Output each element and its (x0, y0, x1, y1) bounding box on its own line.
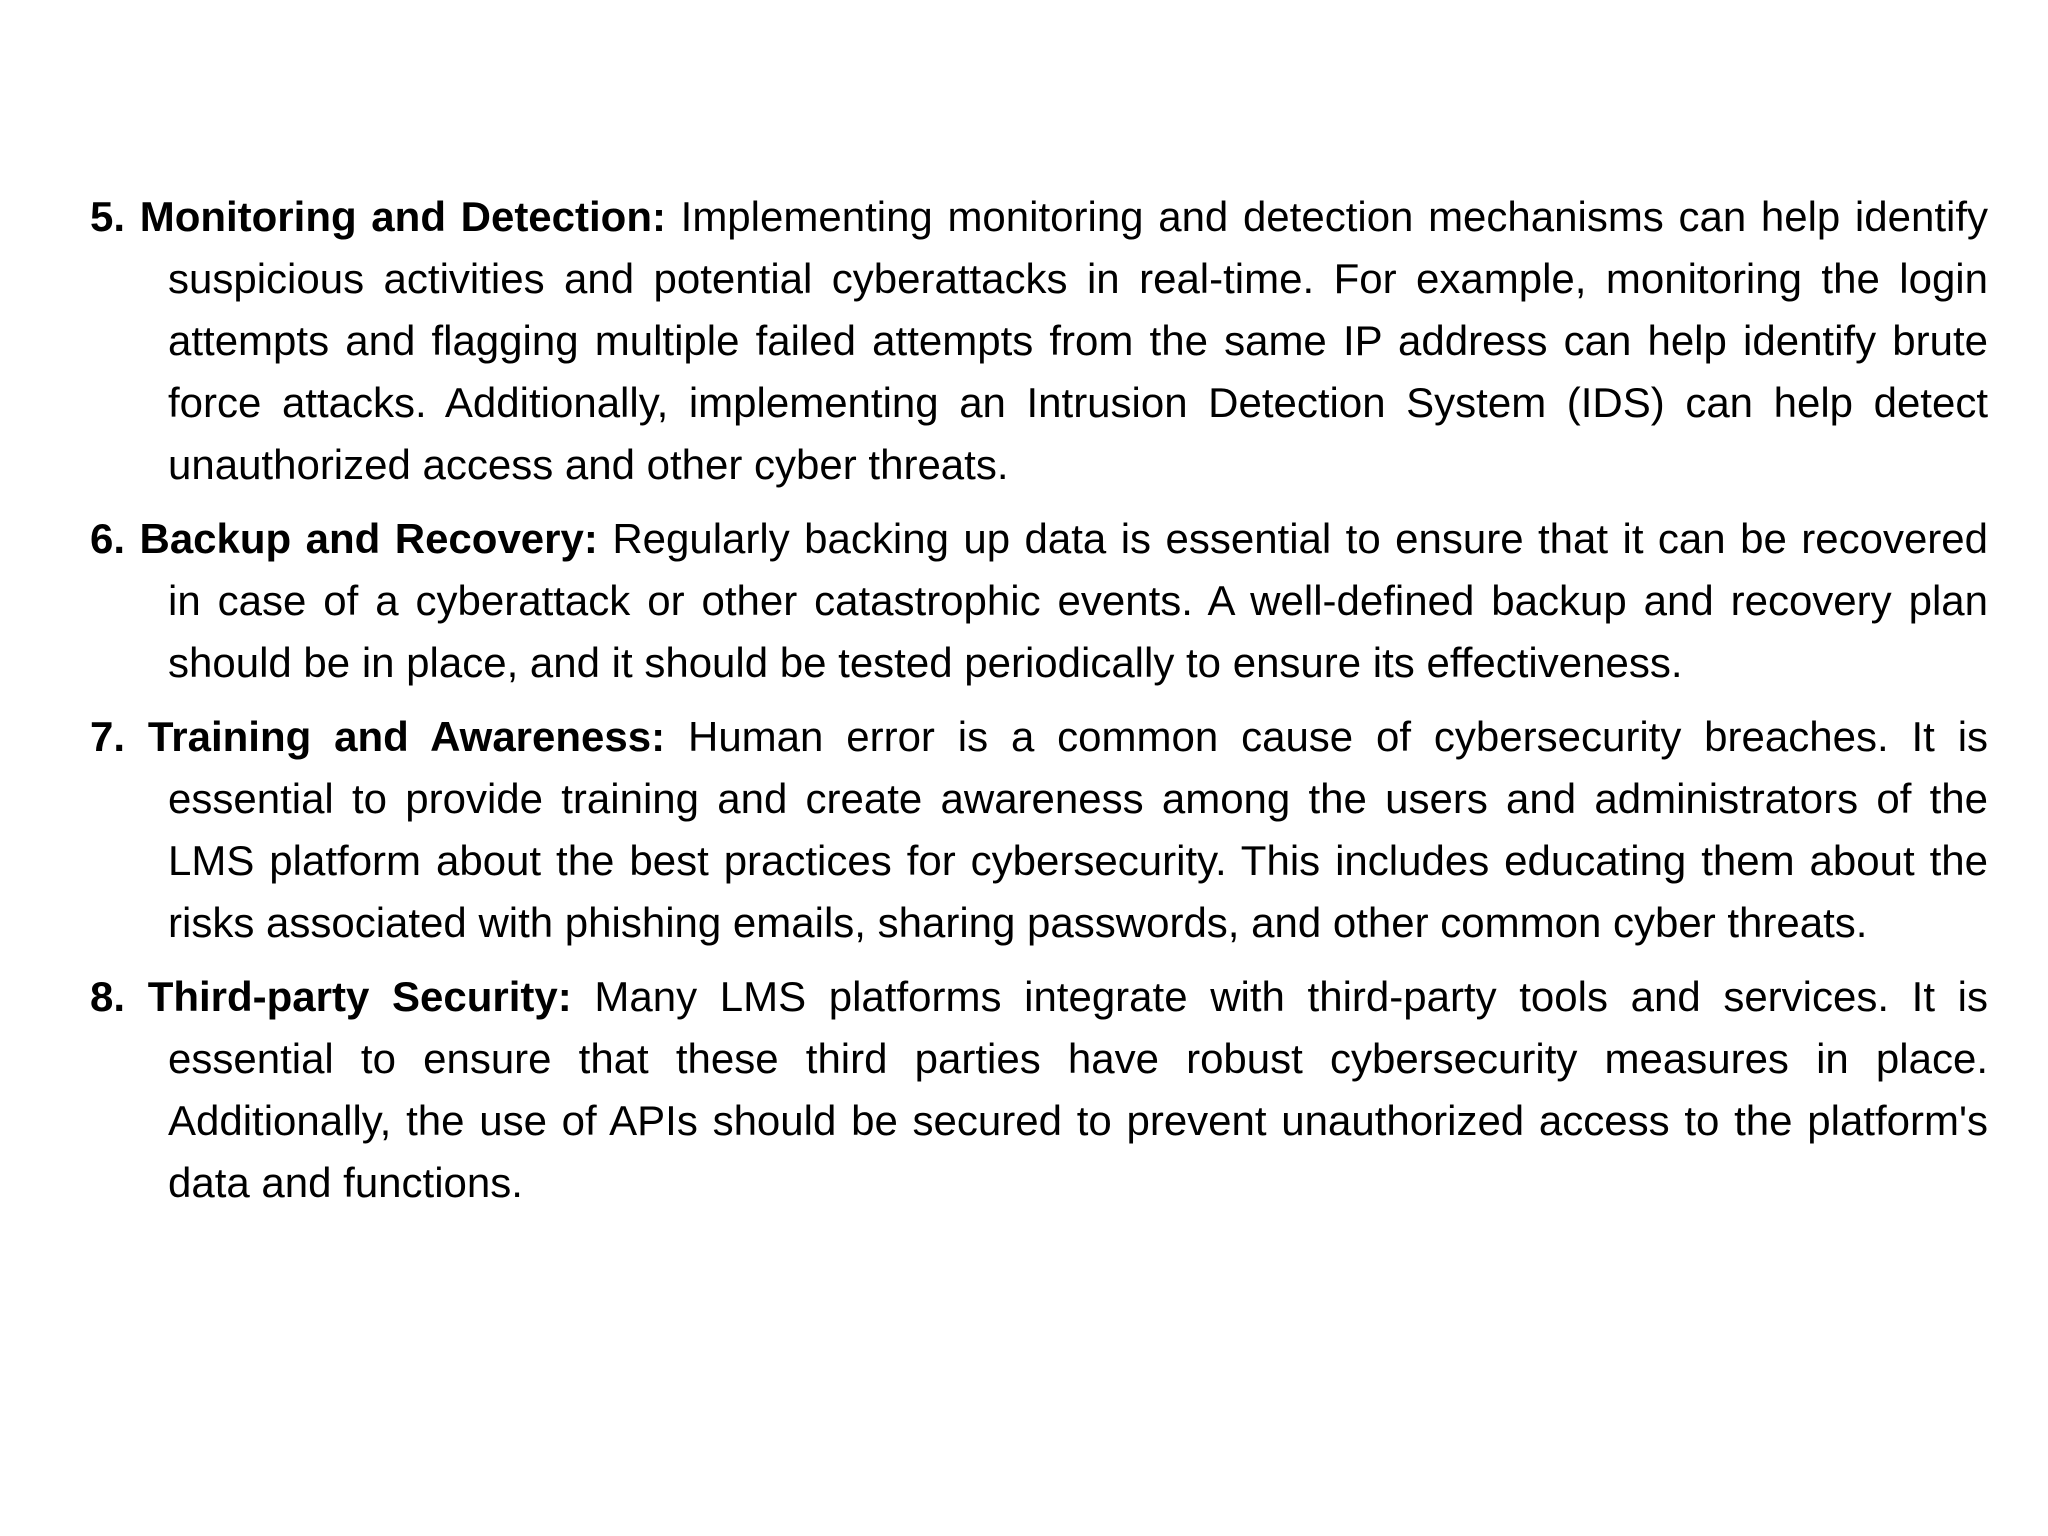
item-title: Backup and Recovery: (139, 515, 598, 562)
item-number: 5. (90, 193, 126, 240)
item-title: Training and Awareness: (147, 713, 666, 760)
item-text: Human error is a common cause of cybersecurity breaches. It is essential to provide training and create awareness among the users and administrators of the LMS platform about the best practices for cybersecurity. This includes educating them about the risks associated with phishing emails, sharing passwords, and other common cyber threats. (168, 713, 1989, 946)
item-number: 7. (90, 713, 126, 760)
slide-content (90, 186, 1988, 1226)
item-text: Many LMS platforms integrate with third-party tools and services. It is essential to ensure that these third parties have robust cybersecurity measures in place. Additionally, the use of APIs should be secured to prevent unauthorized access to the platform's data and functions. (168, 973, 1988, 1206)
item-heading (90, 713, 665, 760)
item-heading (90, 515, 598, 562)
list-item-monitoring-detection (90, 186, 1988, 496)
item-heading (90, 973, 572, 1020)
item-heading (90, 193, 666, 240)
list-item-backup-recovery (90, 508, 1988, 694)
item-title: Monitoring and Detection: (139, 193, 666, 240)
item-number: 8. (90, 973, 126, 1020)
list-item-training-awareness (90, 706, 1988, 954)
item-number: 6. (90, 515, 126, 562)
item-text: Regularly backing up data is essential to ensure that it can be recovered in case of a cyberattack or other catastrophic events. A well-defined backup and recovery plan should be in place, and it should be tested periodically to ensure its effectiveness. (168, 515, 1989, 686)
list-item-third-party-security (90, 966, 1988, 1214)
item-title: Third-party Security: (147, 973, 572, 1020)
item-text: Implementing monitoring and detection mechanisms can help identify suspicious activities and potential cyberattacks in real-time. For example, monitoring the login attempts and flagging multiple failed attempts from the same IP address can help identify brute force attacks. Additionally, implementing an Intrusion Detection System (IDS) can help detect unauthorized access and other cyber threats. (168, 193, 1988, 488)
